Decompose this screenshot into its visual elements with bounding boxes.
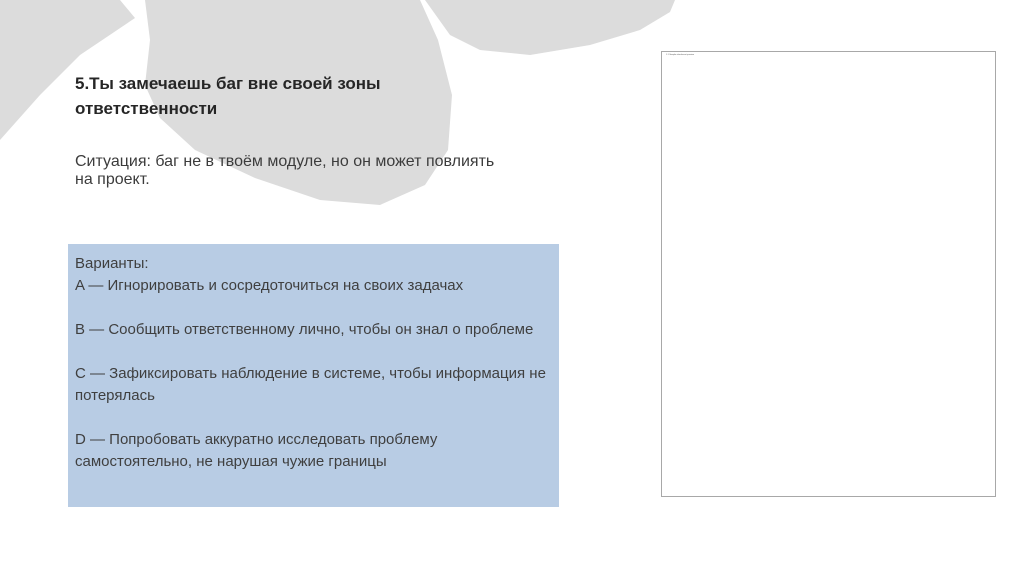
situation-text: Ситуация: баг не в твоём модуле, но он может повлиять на проект. <box>75 153 495 188</box>
options-heading: Варианты: <box>75 255 149 272</box>
option-a: A — Игнорировать и сосредоточиться на своих задачах <box>75 277 464 294</box>
document-page-preview <box>661 51 996 497</box>
slide-title: 5.Ты замечаешь баг вне своей зоны ответственности <box>75 74 381 118</box>
page-preview-caption: 1.1 Sample attachment preview <box>666 54 695 56</box>
option-d: D — Попробовать аккуратно исследовать проблему самостоятельно, не нарушая чужие границы <box>75 431 438 470</box>
decor-shape-right <box>425 0 675 55</box>
options-box <box>68 244 559 507</box>
option-c: C — Зафиксировать наблюдение в системе, чтобы информация не потерялась <box>75 365 546 404</box>
option-b: B — Сообщить ответственному лично, чтобы он знал о проблеме <box>75 321 534 338</box>
